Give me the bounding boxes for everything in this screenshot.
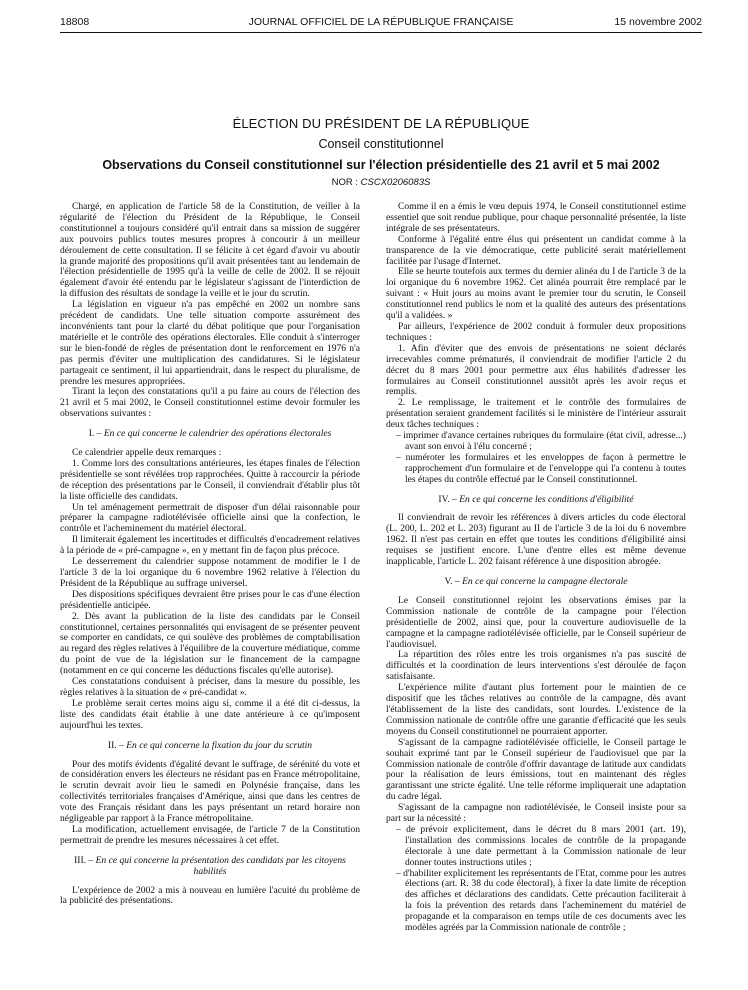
section-heading-text: En ce qui concerne la fixation du jour du scrutin: [126, 739, 313, 751]
paragraph: Le desserrement du calendrier suppose notamment de modifier le I de l'article 3 de la loi organique du 6 novembre 1962 relative à l'élection du Président de la République au suffrage universel.: [60, 556, 360, 589]
list-item: – d'habiliter explicitement les représentants de l'Etat, comme pour les autres élections (art. R. 38 du code électoral), à fixer la date limite de réception des affiches et déclarations des candidats. Cette précaution faciliterait à la fois la prévention des retards dans l'acheminement du matériel de propagande et la comparaison en temps utile de ces documents avec les modèles agréés par la Commission nationale de contrôle ;: [396, 867, 687, 934]
paragraph: Pour des motifs évidents d'égalité devant le suffrage, de sérénité du vote et de considération envers les électeurs ne résidant pas en France métropolitaine, le scrutin devrait avoir lieu le samedi en Polynésie française, dans les collectivités territoriales françaises d'Amérique, ainsi que dans les centres de vote des Français résidant dans les pays présentant un retard horaire non négligeable par rapport à la France métropolitaine.: [60, 758, 360, 825]
paragraph: Le problème serait certes moins aigu si, comme il a été dit ci-dessus, la liste des candidats était établie à une date antérieure à ce qu'imposent aujourd'hui les textes.: [60, 697, 360, 731]
section-number: IV. –: [438, 493, 460, 505]
paragraph: L'expérience milite d'autant plus fortement pour le maintien de ce dispositif que les tâches relatives au contrôle de la campagne, dès avant l'établissement de la liste des candidats, sont lourdes. L'existence de la Commission nationale de contrôle offre une garantie d'efficacité que les seuls moyens du Conseil constitutionnel ne pourraient apporter.: [386, 682, 686, 737]
paragraph: La répartition des rôles entre les trois organismes n'a pas suscité de difficultés et la coordination de leurs interventions s'est déroulée de façon satisfaisante.: [386, 649, 686, 683]
paragraph: S'agissant de la campagne non radiotélévisée, le Conseil insiste pour sa part sur la nécessité :: [386, 802, 686, 825]
paragraph: Ce calendrier appelle deux remarques :: [72, 447, 222, 459]
page-number: 18808: [60, 16, 90, 28]
nor-label: NOR :: [331, 177, 359, 188]
institution-name: Conseil constitutionnel: [318, 137, 444, 151]
section-number: V. –: [444, 576, 463, 587]
list-item: – imprimer d'avance certaines rubriques du formulaire (état civil, adresse...) avant son envoi à l'élu concerné ;: [396, 430, 686, 452]
paragraph: Des dispositions spécifiques devraient être prises pour le cas d'une élection présidentielle anticipée.: [60, 588, 360, 611]
section-heading-text: En ce qui concerne la campagne électorale: [462, 576, 628, 587]
paragraph: L'expérience de 2002 a mis à nouveau en lumière l'acuité du problème de la publicité des présentations.: [60, 884, 360, 907]
right-column: [386, 202, 686, 934]
paragraph: Elle se heurte toutefois aux termes du dernier alinéa du I de l'article 3 de la loi organique du 6 novembre 1962. Cet alinéa pourrait être remplacé par le suivant : « Huit jours au moins avant le premier tour du scrutin, le Conseil constitutionnel rend publics le nom et la qualité des auteurs des présentations qu'il a validées. »: [386, 266, 686, 322]
header-rule: [60, 32, 702, 33]
paragraph: Il conviendrait de revoir les références à divers articles du code électoral (L. 200, L. 202 et L. 203) figurant au II de l'article 3 de la loi du 6 novembre 1962. Il n'est pas certain en effet que toutes les conditions d'éligibilité ainsi requises se justifient encore. L'une d'entre elles est même devenue inapplicable, l'article L. 202 faisant référence à une disposition abrogée.: [386, 512, 686, 568]
list-item: – de prévoir explicitement, dans le décret du 8 mars 2001 (art. 19), l'installation des commissions locales de contrôle de la propagande électorale à une date permettant à la Commission nationale de leur donner toutes instructions utiles ;: [396, 823, 686, 868]
document-heading: Observations du Conseil constitutionnel sur l'élection présidentielle des 21 avril et 5 mai 2002: [102, 158, 660, 172]
issue-date: 15 novembre 2002: [614, 16, 702, 28]
paragraph: Un tel aménagement permettrait de disposer d'un délai raisonnable pour préparer la campagne radiotélévisée officielle ainsi que la confection, le contrôle et l'acheminement du matériel électoral.: [60, 501, 360, 535]
paragraph: Il limiterait également les incertitudes et difficultés d'encadrement relatives à la période de « pré-campagne », en y mettant fin de façon plus précoce.: [60, 534, 360, 557]
paragraph: La modification, actuellement envisagée, de l'article 7 de la Constitution permettrait de prendre les mesures nécessaires à cet effet.: [60, 823, 360, 846]
nor-code: CSCX0206083S: [360, 177, 431, 188]
section-heading: [386, 577, 686, 588]
journal-name: JOURNAL OFFICIEL DE LA RÉPUBLIQUE FRANÇAISE: [248, 16, 514, 28]
paragraph: Par ailleurs, l'expérience de 2002 conduit à formuler deux propositions techniques :: [386, 320, 686, 343]
paragraph: Le Conseil constitutionnel rejoint les observations émises par la Commission nationale de contrôle de la campagne pour l'élection présidentielle de 2002, ainsi que, pour la couverture audiovisuelle de la campagne et la campagne radiotélévisée officielle, par le Conseil supérieur de l'audiovisuel.: [386, 594, 686, 650]
section-heading: [60, 429, 360, 440]
paragraph: 1. Afin d'éviter que des envois de présentations ne soient déclarés irrecevables comme prématurés, il conviendrait de modifier l'article 2 du décret du 8 mars 2001 pour permettre aux élus habilités d'adresser les formulaires au Conseil constitutionnel aussitôt après les avoir reçus et remplis.: [386, 342, 686, 398]
list-item: – numéroter les formulaires et les enveloppes de façon à permettre le rapprochement d'un formulaire et de l'enveloppe qui l'a contenu à toutes les étapes du contrôle effectué par le Conseil constitutionnel.: [396, 451, 686, 485]
paragraph: 1. Comme lors des consultations antérieures, les étapes finales de l'élection présidentielle se sont révélées trop rapprochées. Quitte à raccourcir la période de réception des présentations par le Conseil, il conviendrait d'établir plus tôt la liste officielle des candidats.: [60, 457, 360, 502]
section-heading: [386, 495, 686, 506]
section-number: III. –: [74, 854, 96, 866]
paragraph: Tirant la leçon des constatations qu'il a pu faire au cours de l'élection des 21 avril et 5 mai 2002, le Conseil constitutionnel estime devoir formuler les observations suivantes :: [60, 386, 360, 420]
paragraph: Conforme à l'égalité entre élus qui présentent un candidat comme à la transparence de la vie démocratique, cette publicité serait matériellement facilitée par l'usage d'Internet.: [386, 233, 686, 267]
paragraph: Ces constatations conduisent à préciser, dans la mesure du possible, les règles relatives à la situation de « pré-candidat ».: [60, 676, 360, 698]
paragraph: 2. Le remplissage, le traitement et le contrôle des formulaires de présentation seraient grandement facilités si le ministère de l'intérieur assurait deux tâches techniques :: [386, 397, 686, 431]
section-number: I. –: [88, 428, 104, 440]
section-heading: [60, 856, 360, 878]
section-title: ÉLECTION DU PRÉSIDENT DE LA RÉPUBLIQUE: [232, 116, 530, 131]
paragraph: Chargé, en application de l'article 58 de la Constitution, de veiller à la régularité de l'élection du Président de la République, le Conseil constitutionnel a toujours considéré qu'il entrait dans sa mission de suggérer aux pouvoirs publics toutes mesures propres à concourir à un meilleur déroulement de cette consultation. Il se félicite à cet égard d'avoir vu aboutir la grande majorité des propositions qu'il avait présentées tant au lendemain de l'élection présidentielle de 1995 qu'à la veille de celle de 2002. Il se réjouit également d'avoir été entendu par le législateur s'agissant de l'interdiction de la diffusion des résultats de sondage la veille et le jour du scrutin.: [60, 201, 360, 300]
section-number: II. –: [107, 739, 127, 751]
paragraph: La législation en vigueur n'a pas empêché en 2002 un nombre sans précédent de candidats. Une telle situation comporte assurément des inconvénients tant pour la clarté du débat politique que pour l'organisation matérielle et le contrôle des opérations électorales. Elle conduit à s'interroger sur le bien-fondé de règles de présentation dont le renforcement en 1976 n'a pas permis d'éviter une multiplication des candidatures. Si le législateur partageait ce sentiment, il lui appartiendrait, dans le respect du pluralisme, de prendre les mesures appropriées.: [60, 299, 360, 387]
paragraph: Comme il en a émis le vœu depuis 1974, le Conseil constitutionnel estime essentiel que soit rendue publique, pour chaque personnalité présentée, la liste intégrale de ses présentateurs.: [386, 201, 686, 234]
running-header: [60, 16, 702, 32]
section-heading-text: En ce qui concerne le calendrier des opérations électorales: [103, 428, 332, 440]
section-heading-text: En ce qui concerne les conditions d'éligibilité: [459, 493, 634, 505]
nor-reference: [60, 177, 702, 188]
section-heading-text: En ce qui concerne la présentation des candidats par les citoyens habilités: [95, 854, 346, 877]
paragraph: 2. Dès avant la publication de la liste des candidats par le Conseil constitutionnel, certaines personnalités qui envisagent de se présenter peuvent se comporter en candidats, ce qui soulève des problèmes de comptabilisation au regard des règles relatives à l'équilibre de la couverture médiatique, comme du point de vue de la législation sur le financement de la campagne (notamment en ce qui concerne les déductions fiscales qu'elle autorise).: [60, 610, 360, 677]
paragraph: S'agissant de la campagne radiotélévisée officielle, le Conseil partage le souhait exprimé tant par le Conseil supérieur de l'audiovisuel que par la Commission nationale de contrôle d'offrir davantage de latitude aux candidats pour la réalisation de leurs émissions, tout en maintenant des règles garantissant une stricte égalité. Une telle réforme impliquerait une adaptation du cadre légal.: [386, 736, 686, 803]
section-heading: [60, 741, 360, 752]
left-column: [60, 202, 360, 907]
